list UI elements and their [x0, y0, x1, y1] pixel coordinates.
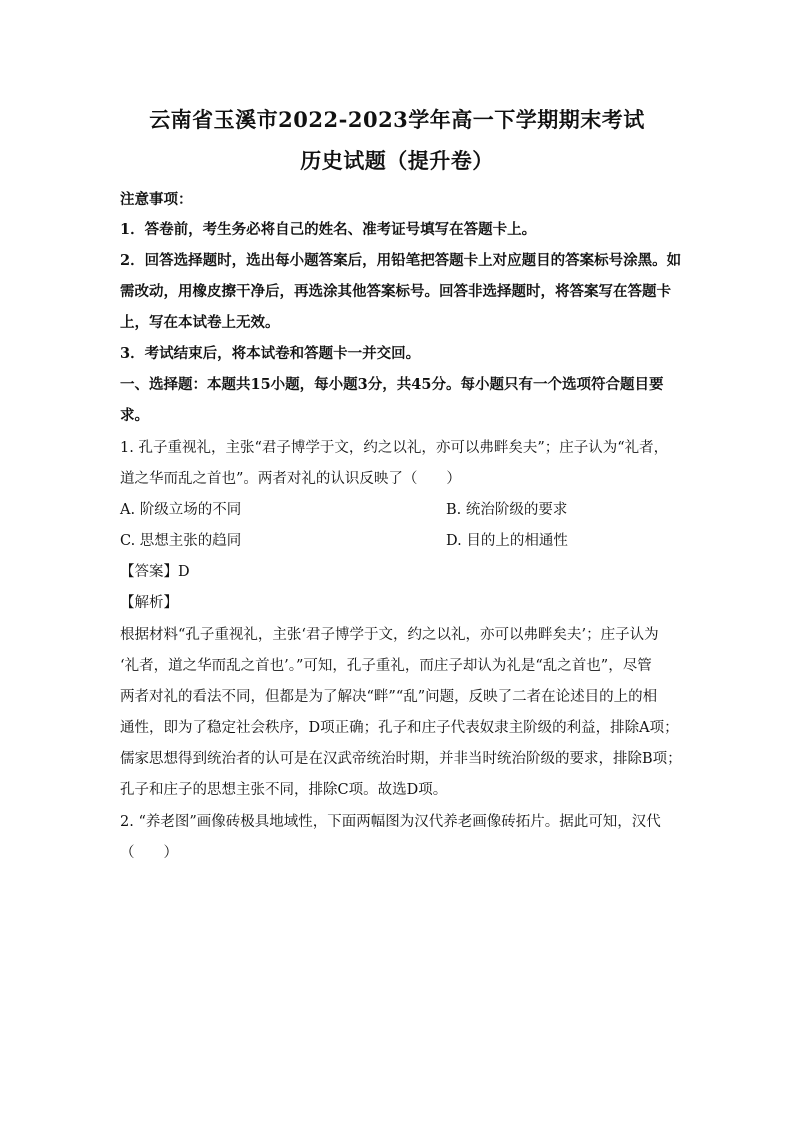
q1-option-d: D. 目的上的相通性 [446, 533, 568, 549]
section-heading-line-1: 一、选择题：本题共15小题，每小题3分，共45分。每小题只有一个选项符合题目要 [120, 376, 664, 393]
notice-item-1: 1．答卷前，考生务必将自己的姓名、准考证号填写在答题卡上。 [120, 221, 537, 238]
q1-option-a: A. 阶级立场的不同 [120, 502, 242, 518]
notice-heading: 注意事项： [120, 191, 193, 208]
q1-stem-line-1: 1. 孔子重视礼，主张“君子博学于文，约之以礼，亦可以弗畔矣夫”；庄子认为“礼者， [120, 440, 669, 456]
notice-item-2-line-3: 上，写在本试卷上无效。 [120, 314, 280, 331]
q1-analysis-label: 【解析】 [120, 595, 178, 611]
q1-option-c: C. 思想主张的趋同 [120, 533, 242, 549]
q2-stem-line-2: （ ） [120, 845, 178, 861]
q1-option-b: B. 统治阶级的要求 [446, 502, 568, 518]
q1-analysis-line-5: 儒家思想得到统治者的认可是在汉武帝统治时期，并非当时统治阶级的要求，排除B项； [120, 751, 682, 767]
q1-stem-line-2: 道之华而乱之首也”。两者对礼的认识反映了（ ） [120, 471, 461, 487]
q1-analysis-line-1: 根据材料“孔子重视礼，主张‘君子博学于文，约之以礼，亦可以弗畔矣夫’；庄子认为 [120, 627, 659, 643]
q2-stem-line-1: 2. “养老图”画像砖极具地域性，下面两幅图为汉代养老画像砖拓片。据此可知，汉代 [120, 814, 661, 830]
notice-item-2-line-2: 需改动，用橡皮擦干净后，再选涂其他答案标号。回答非选择题时，将答案写在答题卡 [120, 283, 671, 300]
q1-answer: 【答案】D [120, 564, 190, 580]
q1-analysis-line-6: 孔子和庄子的思想主张不同，排除C项。故选D项。 [120, 782, 448, 798]
section-heading-line-2: 求。 [120, 407, 149, 424]
q1-analysis-line-2: ‘礼者，道之华而乱之首也’。”可知，孔子重礼，而庄子却认为礼是“乱之首也”，尽管 [120, 658, 652, 674]
notice-item-3: 3．考试结束后，将本试卷和答题卡一并交回。 [120, 345, 421, 362]
notice-item-2-line-1: 2．回答选择题时，选出每小题答案后，用铅笔把答题卡上对应题目的答案标号涂黑。如 [120, 252, 682, 269]
q1-analysis-line-3: 两者对礼的看法不同，但都是为了解决“畔”“乱”问题，反映了二者在论述目的上的相 [120, 689, 658, 705]
exam-title: 云南省玉溪市2022-2023学年高一下学期期末考试 [149, 107, 645, 132]
q1-analysis-line-4: 通性，即为了稳定社会秩序，D项正确；孔子和庄子代表奴隶主阶级的利益，排除A项； [120, 720, 679, 736]
exam-subtitle: 历史试题（提升卷） [300, 148, 494, 173]
